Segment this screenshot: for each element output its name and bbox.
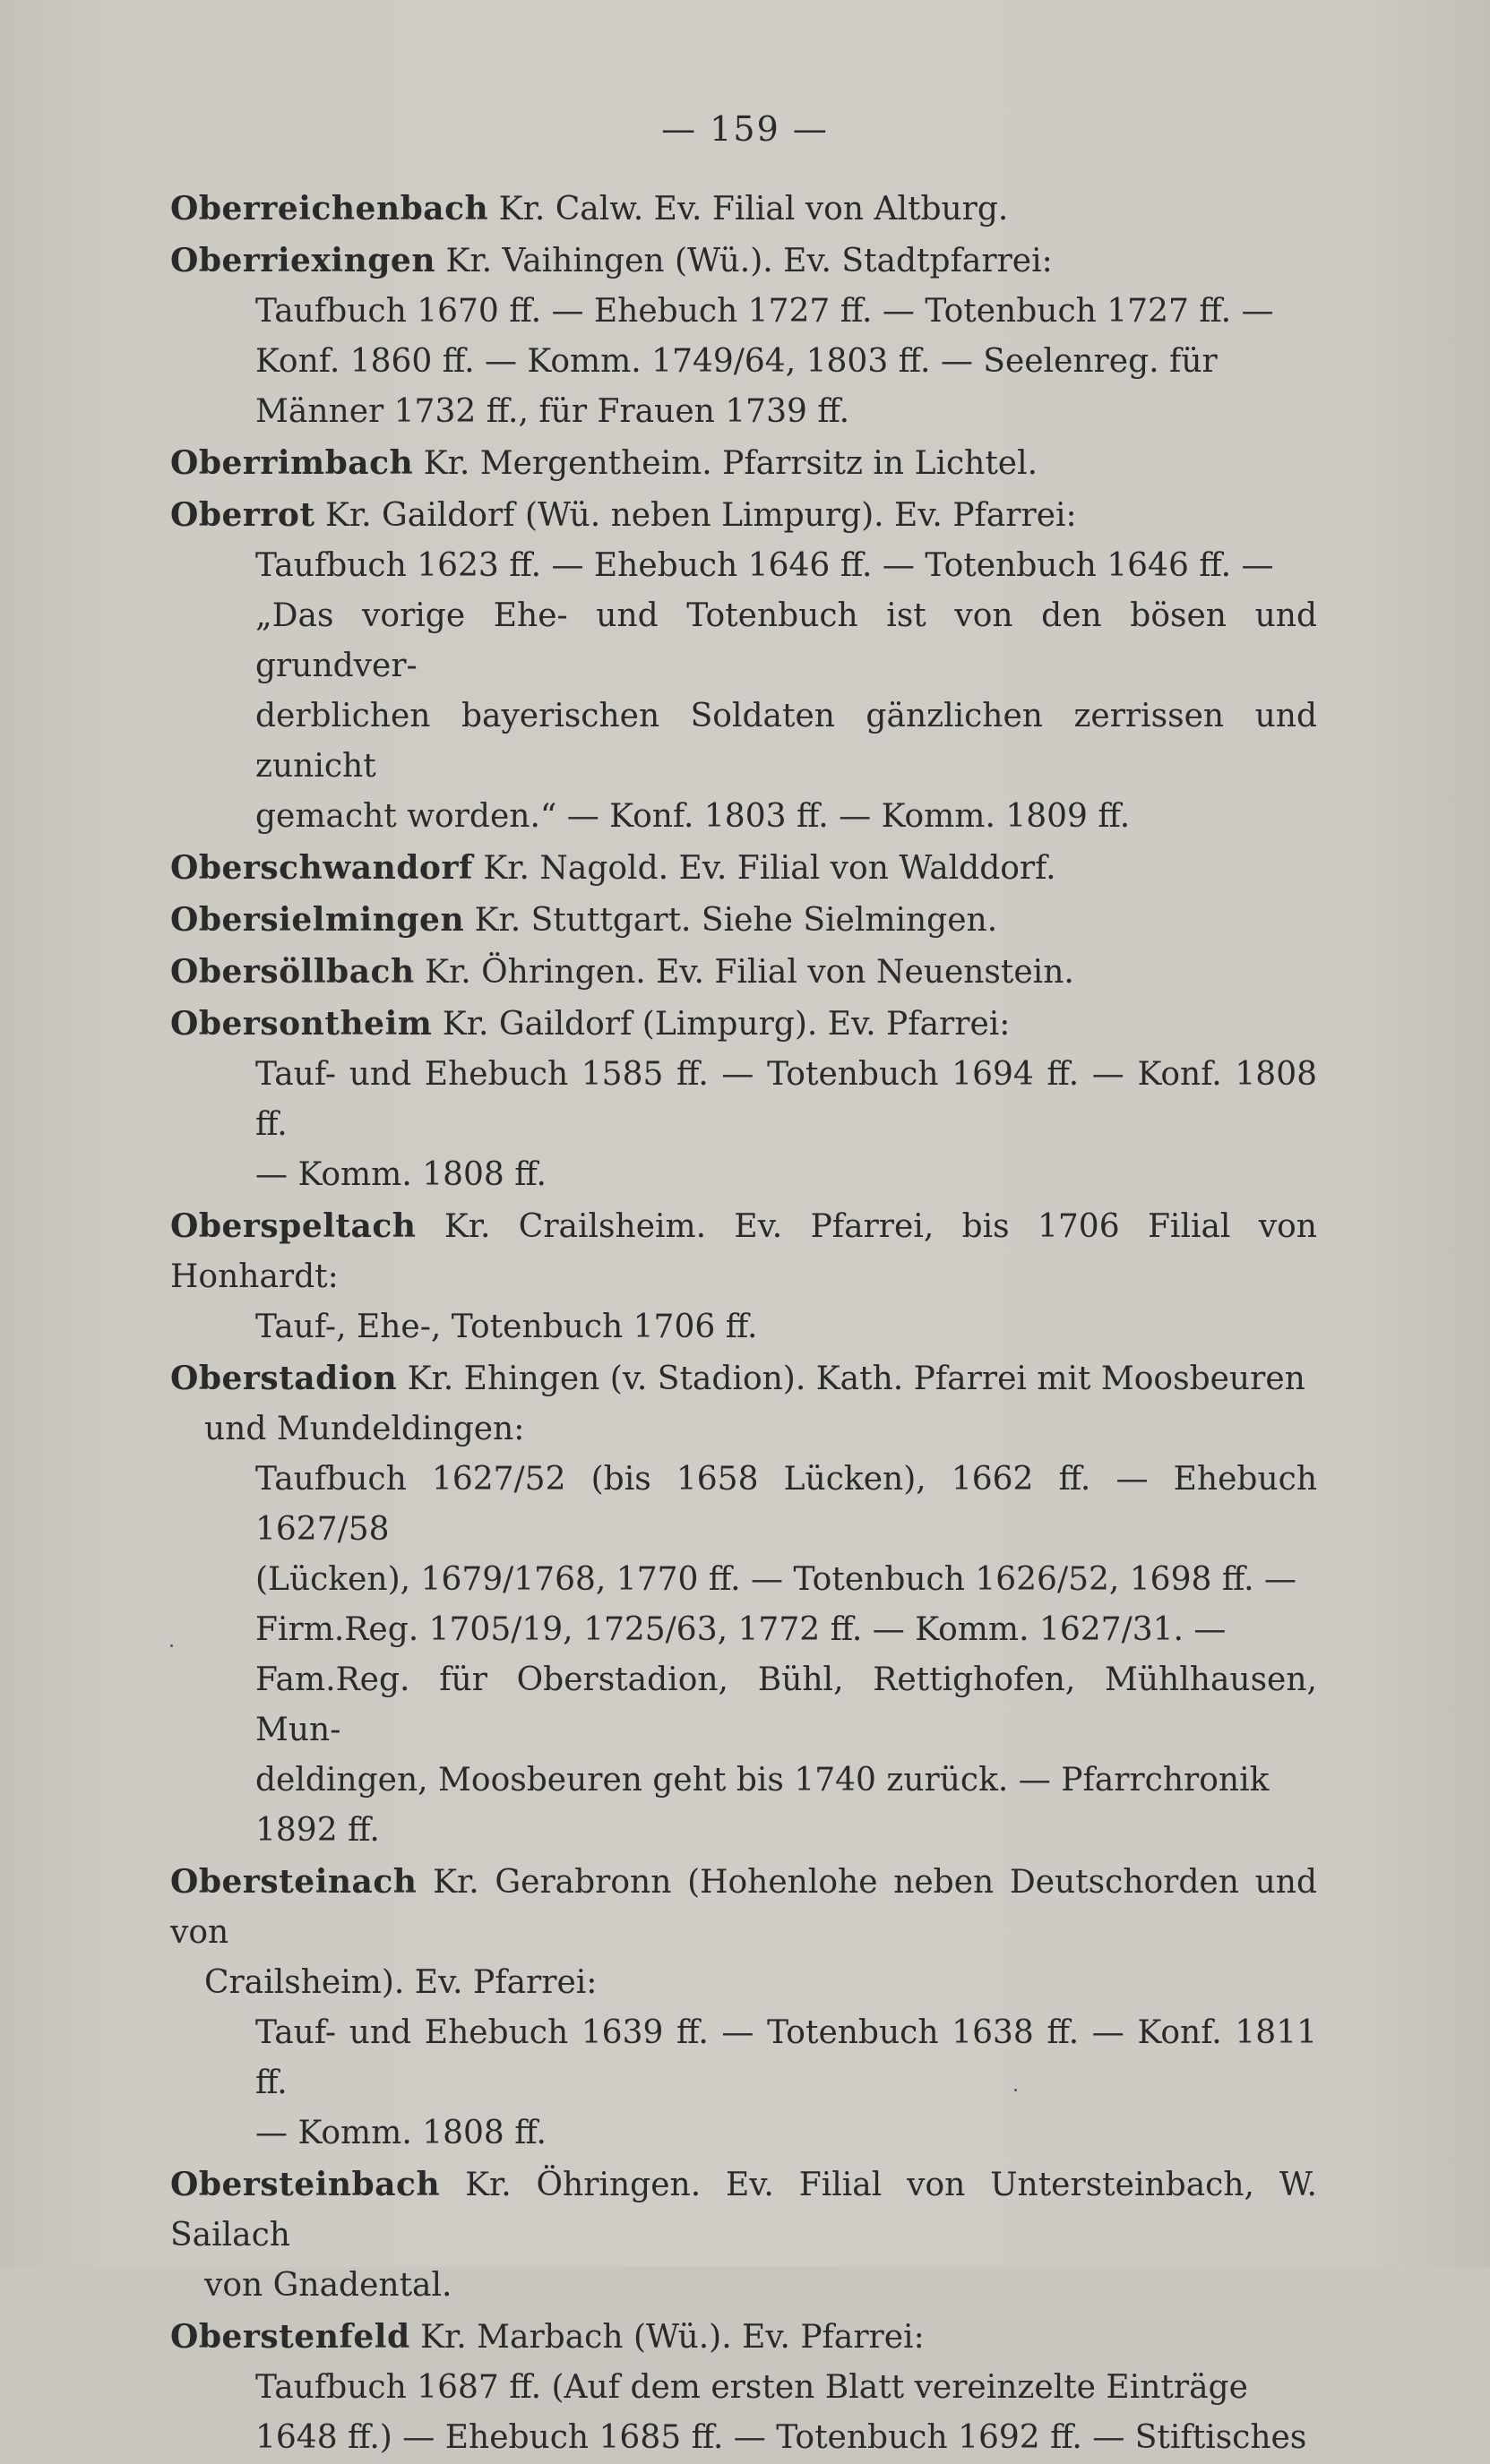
entry-detail-line: — Komm. 1808 ff. [255,1156,547,1193]
paper-speck [1014,2089,1017,2091]
gazetteer-entries [170,184,1317,2464]
entry-detail-line: Taufbuch 1687 ff. (Auf dem ersten Blatt vereinzelte Einträge [255,2369,1248,2406]
entry-head-line [170,1201,1317,1302]
page-number: — 159 — [661,109,829,149]
entry-detail-line: Firm.Reg. 1705/19, 1725/63, 1772 ff. — Komm. 1627/31. — [255,1611,1227,1648]
entry-head-text: Kr. Vaihingen (Wü.). Ev. Stadtpfarrei: [445,243,1053,279]
entry-head-text: Kr. Crailsheim. Ev. Pfarrei, bis 1706 Filial von Honhardt: [170,1208,1317,1295]
entry-head-text: Kr. Öhringen. Ev. Filial von Untersteinbach, W. Sailach [170,2167,1317,2254]
entry-name: Oberreichenbach [170,190,489,228]
entry-head-line [170,2159,1317,2261]
entry-head-line [170,999,1317,1050]
entry-head-text: Kr. Öhringen. Ev. Filial von Neuenstein. [425,954,1074,991]
entry-detail-line: 1648 ff.) — Ehebuch 1685 ff. — Totenbuch 1692 ff. — Stiftisches [255,2419,1307,2456]
entry-detail-line: Fam.Reg. für Oberstadion, Bühl, Rettighofen, Mühlhausen, Mun- [255,1661,1317,1748]
entry [170,2159,1317,2311]
entry-detail-line: „Das vorige Ehe- und Totenbuch ist von den bösen und grundver- [255,597,1317,684]
entry-continuation: und Mundeldingen: [204,1411,525,1447]
entry [170,438,1317,489]
entry-detail-line: Konf. 1860 ff. — Komm. 1749/64, 1803 ff. — Seelenreg. für [255,343,1218,380]
entry-head-line [170,490,1317,541]
entry-detail-line: Tauf-, Ehe-, Totenbuch 1706 ff. [255,1309,758,1345]
entry-head-text: Kr. Stuttgart. Siehe Sielmingen. [474,902,998,939]
entry-head-line [170,2312,1317,2363]
entry-name: Oberspeltach [170,1207,417,1245]
entry-continuation: Crailsheim). Ev. Pfarrei: [204,1964,598,2001]
entry-detail-line: gemacht worden.“ — Konf. 1803 ff. — Komm. 1809 ff. [255,798,1131,835]
entry [170,184,1317,235]
entry-detail-line: — Komm. 1808 ff. [255,2115,547,2151]
entry [170,1353,1317,1856]
entry-head-text: Kr. Mergentheim. Pfarrsitz in Lichtel. [423,445,1038,482]
entry-detail-line: Taufbuch 1623 ff. — Ehebuch 1646 ff. — Totenbuch 1646 ff. — [255,547,1274,584]
entry-name: Obersielmingen [170,901,465,939]
entry-name: Obersteinach [170,1863,418,1901]
entry-head-text: Kr. Marbach (Wü.). Ev. Pfarrei: [420,2319,925,2356]
entry [170,1857,1317,2159]
entry-name: Oberstadion [170,1360,398,1397]
entry-name: Oberschwandorf [170,849,473,887]
entry [170,2312,1317,2463]
entry [170,895,1317,946]
entry-name: Oberriexingen [170,242,436,279]
entry-detail-line: Taufbuch 1627/52 (bis 1658 Lücken), 1662 ff. — Ehebuch 1627/58 [255,1461,1317,1548]
entry-head-line [170,895,1317,946]
entry [170,947,1317,998]
entry-continuation: von Gnadental. [204,2267,452,2304]
entry-name: Obersöllbach [170,953,415,991]
entry-head-text: Kr. Nagold. Ev. Filial von Walddorf. [483,850,1056,887]
entry-name: Oberrimbach [170,444,414,482]
entry-head-text: Kr. Gaildorf (Wü. neben Limpurg). Ev. Pfarrei: [324,497,1077,534]
entry-detail-line: Männer 1732 ff., für Frauen 1739 ff. [255,393,850,430]
entry-head-text: Kr. Calw. Ev. Filial von Altburg. [498,191,1009,228]
entry-head-line [170,236,1317,287]
entry-head-line [170,843,1317,894]
entry-detail-line: derblichen bayerischen Soldaten gänzlichen zerrissen und zunicht [255,698,1317,785]
entry-head-text: Kr. Ehingen (v. Stadion). Kath. Pfarrei mit Moosbeuren [407,1361,1305,1397]
entry-head-line [170,1353,1317,1404]
entry-detail-line: Tauf- und Ehebuch 1639 ff. — Totenbuch 1638 ff. — Konf. 1811 ff. [255,2014,1317,2101]
entry-head-line [170,947,1317,998]
entry-name: Obersteinbach [170,2166,441,2203]
entry-detail-line: Tauf- und Ehebuch 1585 ff. — Totenbuch 1694 ff. — Konf. 1808 ff. [255,1056,1317,1143]
entry-name: Obersontheim [170,1005,433,1043]
entry-head-line [170,438,1317,489]
entry-name: Oberstenfeld [170,2318,410,2356]
entry [170,236,1317,437]
entry [170,490,1317,842]
entry-detail-line: (Lücken), 1679/1768, 1770 ff. — Totenbuch 1626/52, 1698 ff. — [255,1561,1297,1598]
paper-speck [170,1644,173,1647]
entry [170,1201,1317,1352]
entry-detail-line: Taufbuch 1670 ff. — Ehebuch 1727 ff. — Totenbuch 1727 ff. — [255,293,1274,330]
entry-head-text: Kr. Gaildorf (Limpurg). Ev. Pfarrei: [442,1006,1011,1043]
entry-detail-line: 1892 ff. [255,1812,380,1849]
entry-name: Oberrot [170,496,315,534]
entry [170,843,1317,894]
entry-head-line [170,184,1317,235]
entry [170,999,1317,1200]
entry-head-text: Kr. Gerabronn (Hohenlohe neben Deutschorden und von [170,1864,1317,1951]
entry-detail-line: deldingen, Moosbeuren geht bis 1740 zurück. — Pfarrchronik [255,1762,1270,1799]
entry-head-line [170,1857,1317,1958]
